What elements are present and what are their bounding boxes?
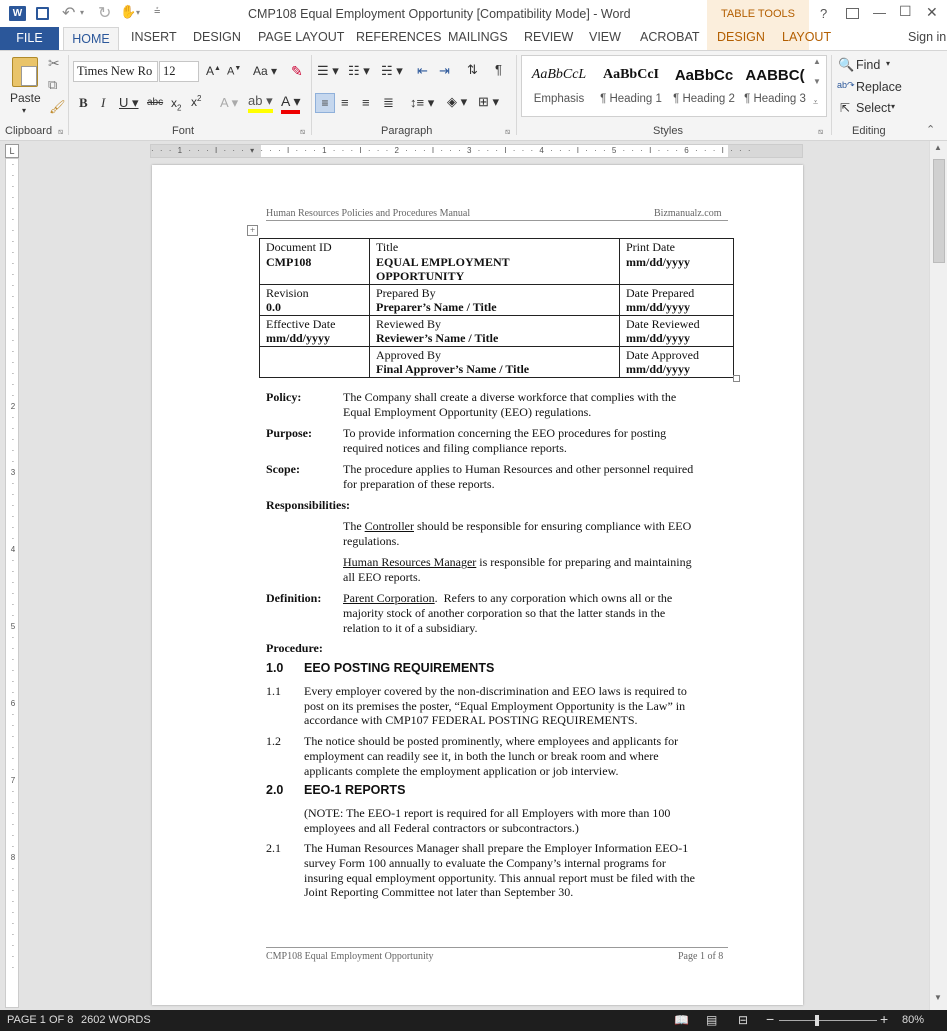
line-spacing-icon[interactable]: ↕≡ ▾ <box>410 95 435 110</box>
footer-right: Page 1 of 8 <box>678 951 724 962</box>
table-cell[interactable] <box>260 346 370 377</box>
touch-mode-icon[interactable]: ✋ <box>120 4 137 19</box>
tab-page-layout[interactable]: PAGE LAYOUT <box>258 30 345 44</box>
separator <box>831 55 832 135</box>
table-cell[interactable] <box>620 315 734 346</box>
help-button[interactable]: ? <box>820 6 828 21</box>
cell-label: Title <box>376 240 399 254</box>
item-text-line: accordance with CMP107 FEDERAL POSTING REQUIREMENTS. <box>304 713 638 727</box>
decrease-indent-icon[interactable]: ⇤ <box>417 63 428 78</box>
italic-icon[interactable]: I <box>101 95 106 110</box>
find-icon[interactable]: 🔍 <box>838 57 855 72</box>
style-preview: AaBbCcI <box>602 67 659 82</box>
increase-indent-icon[interactable]: ⇥ <box>439 63 450 78</box>
purpose-text-line: To provide information concerning the EEO procedures for posting <box>343 426 667 440</box>
select-button[interactable]: Select <box>856 101 891 115</box>
zoom-slider[interactable] <box>779 1020 877 1021</box>
shrink-font-icon[interactable]: A▼ <box>227 65 242 78</box>
multilevel-list-icon[interactable]: ☵ ▾ <box>381 63 403 78</box>
table-cell[interactable] <box>260 284 370 315</box>
style-preview: AaBbCcL <box>531 67 587 82</box>
word-count[interactable]: 2602 WORDS <box>81 1014 151 1026</box>
responsibility-controller <box>343 519 691 534</box>
ribbon-tab-bar <box>0 27 947 50</box>
table-tools-text: TABLE TOOLS <box>721 8 795 20</box>
purpose-label: Purpose: <box>266 426 312 440</box>
item-text-line: post on its premises the poster, “Equal Employment Opportunity is the Law” in <box>304 699 686 713</box>
tab-mailings[interactable]: MAILINGS <box>448 30 508 44</box>
cell-value: mm/dd/yyyy <box>626 300 691 314</box>
font-color-icon[interactable]: A ▾ <box>281 93 300 114</box>
tab-table-layout[interactable]: LAYOUT <box>782 30 832 44</box>
scope-label: Scope: <box>266 462 300 476</box>
item-text-line: Every employer covered by the non-discrimination and EEO laws is required to <box>304 684 687 698</box>
footer-left: CMP108 Equal Employment Opportunity <box>266 951 434 962</box>
ribbon-display-options-icon[interactable] <box>846 8 859 19</box>
cell-value: 0.0 <box>266 300 281 314</box>
justify-icon[interactable]: ≣ <box>383 95 394 110</box>
styles-scroll-down-icon[interactable]: ▼ <box>813 77 821 86</box>
shading-icon[interactable]: ◈ ▾ <box>447 94 468 109</box>
definition-line: . Refers to any corporation which owns all or the <box>434 591 673 605</box>
definition-line: relation to it of a subsidiary. <box>343 621 478 635</box>
zoom-slider-handle[interactable] <box>815 1015 819 1026</box>
web-layout-icon[interactable]: ⊟ <box>738 1013 749 1027</box>
tab-insert[interactable]: INSERT <box>131 30 177 44</box>
policy-text-line: Equal Employment Opportunity (EEO) regulations. <box>343 405 592 419</box>
sign-in-link[interactable]: Sign in <box>908 30 947 44</box>
file-tab-label: FILE <box>16 31 43 45</box>
table-resize-handle-icon[interactable] <box>733 375 740 382</box>
tab-review[interactable]: REVIEW <box>524 30 574 44</box>
document-control-table <box>259 238 734 378</box>
touch-dropdown-icon[interactable]: ▾ <box>136 8 141 17</box>
cell-value: mm/dd/yyyy <box>626 254 691 269</box>
underline-icon[interactable]: U ▾ <box>119 95 139 110</box>
table-cell[interactable] <box>620 284 734 315</box>
table-row <box>260 346 734 377</box>
tab-table-design[interactable]: DESIGN <box>717 30 765 44</box>
ribbon <box>0 50 947 141</box>
item-text-line: applicants complete the employment application or job interview. <box>304 764 619 778</box>
table-row <box>260 315 734 346</box>
word-app-icon[interactable]: W <box>9 6 26 21</box>
print-layout-icon[interactable]: ▤ <box>706 1013 718 1027</box>
section-heading: EEO-1 REPORTS <box>304 783 406 797</box>
header-right: Bizmanualz.com <box>654 208 722 219</box>
cell-label: Document ID <box>266 240 332 254</box>
borders-icon[interactable]: ⊞ ▾ <box>478 94 500 109</box>
cell-value: Reviewer’s Name / Title <box>376 331 499 345</box>
group-label-styles: Styles <box>653 125 683 137</box>
section-heading: EEO POSTING REQUIREMENTS <box>304 661 495 675</box>
role-controller: Controller <box>364 519 414 533</box>
table-cell[interactable] <box>620 239 734 285</box>
cell-label: Revision <box>266 285 309 300</box>
status-bar <box>0 1010 947 1031</box>
cell-value: mm/dd/yyyy <box>626 331 691 345</box>
table-move-handle-icon[interactable]: + <box>247 225 258 236</box>
window-title: CMP108 Equal Employment Opportunity [Compatibility Mode] - Word <box>248 7 631 21</box>
resp-text: is responsible for preparing and maintaining <box>476 555 692 569</box>
cell-value: Preparer’s Name / Title <box>376 300 497 314</box>
strikethrough-icon[interactable]: abc <box>147 97 164 108</box>
style-heading-2[interactable] <box>667 55 741 107</box>
save-icon[interactable] <box>36 7 49 20</box>
procedure-label: Procedure: <box>266 641 323 655</box>
section-number: 1.0 <box>266 661 284 675</box>
item-text-line: employment can readily see it, in both the lunch or break room and where <box>304 749 659 763</box>
tab-references[interactable]: REFERENCES <box>356 30 442 44</box>
horizontal-ruler[interactable] <box>150 144 803 158</box>
tab-acrobat[interactable]: ACROBAT <box>640 30 700 44</box>
footer-rule <box>266 947 728 948</box>
scope-text-line: The procedure applies to Human Resources and other personnel required <box>343 462 694 476</box>
table-cell[interactable] <box>260 239 370 285</box>
paste-dropdown-icon[interactable]: ▾ <box>22 106 27 115</box>
style-name: ¶ Heading 3 <box>744 93 806 105</box>
highlight-icon[interactable]: ab ▾ <box>248 93 273 113</box>
tab-design[interactable]: DESIGN <box>193 30 241 44</box>
styles-scroll-up-icon[interactable]: ▲ <box>813 57 821 66</box>
style-heading-1[interactable] <box>594 55 668 107</box>
role-hr-manager: Human Resources Manager <box>343 555 477 569</box>
responsibility-line: regulations. <box>343 534 400 548</box>
title-bar <box>0 0 947 27</box>
select-dropdown-icon[interactable]: ▾ <box>891 102 896 111</box>
table-cell[interactable] <box>260 315 370 346</box>
definition-text <box>343 591 672 606</box>
find-button[interactable]: Find <box>856 58 881 72</box>
group-label-editing: Editing <box>852 125 886 137</box>
cell-value: Final Approver’s Name / Title <box>376 362 530 376</box>
table-row <box>260 239 734 285</box>
zoom-out-button[interactable]: − <box>766 1011 775 1027</box>
bullets-icon[interactable]: ☰ ▾ <box>317 63 339 78</box>
scroll-down-icon[interactable]: ▼ <box>934 993 942 1002</box>
ruler-ticks: · · · 1 · · · I · · · ▾ · · · I · · · 1 · · · I · · · 2 · · · I · · · 3 · · · I · · · 4 · · · I · · · 5 · · · I · · · 6 · · · I · · · <box>151 146 753 155</box>
paste-icon[interactable] <box>12 57 38 87</box>
vertical-scrollbar[interactable] <box>929 141 947 1010</box>
align-right-icon[interactable]: ≡ <box>362 95 370 110</box>
align-left-icon[interactable]: ≡ <box>315 93 335 113</box>
bold-icon[interactable]: B <box>79 95 88 110</box>
item-text-line: Joint Reporting Committee not later than September 30. <box>304 885 574 899</box>
tab-view[interactable]: VIEW <box>589 30 621 44</box>
minimize-button[interactable]: — <box>873 5 886 20</box>
separator <box>68 55 69 135</box>
redo-icon[interactable]: ↻ <box>98 5 112 22</box>
resp-prefix: The <box>343 519 365 533</box>
cell-label: Print Date <box>626 240 675 254</box>
document-page[interactable] <box>152 165 803 1005</box>
table-row <box>260 284 734 315</box>
cell-label: Approved By <box>376 347 441 362</box>
clear-formatting-icon[interactable]: ✎ <box>291 63 303 79</box>
group-label-paragraph: Paragraph <box>381 125 433 137</box>
superscript-icon[interactable]: $x^2$ <box>191 94 202 109</box>
style-name: ¶ Heading 2 <box>673 93 735 105</box>
item-text-line: The Human Resources Manager shall prepare the Employer Information EEO-1 <box>304 841 689 855</box>
format-painter-icon[interactable]: 🖌 <box>49 99 66 114</box>
font-launcher-icon[interactable]: ⧅ <box>300 127 306 136</box>
policy-label: Policy: <box>266 390 302 404</box>
scope-text-line: for preparation of these reports. <box>343 477 495 491</box>
table-cell[interactable] <box>370 239 620 285</box>
vertical-ruler[interactable] <box>5 158 19 1008</box>
align-center-icon[interactable]: ≡ <box>341 95 349 110</box>
style-preview: AABBC( <box>745 67 805 84</box>
file-tab[interactable] <box>0 27 59 50</box>
customize-toolbar-icon[interactable]: ⩮ <box>154 5 161 17</box>
copy-icon[interactable]: ⧉ <box>48 77 58 92</box>
styles-launcher-icon[interactable]: ⧅ <box>818 127 824 136</box>
responsibility-line: all EEO reports. <box>343 570 421 584</box>
cut-icon[interactable]: ✂ <box>48 55 60 71</box>
group-label-clipboard: Clipboard <box>5 125 53 137</box>
paste-button[interactable]: Paste <box>10 91 41 105</box>
ruler-toggle-icon[interactable]: L <box>5 144 19 158</box>
sort-icon[interactable]: ⇅ <box>467 62 478 77</box>
policy-text-line: The Company shall create a diverse workforce that complies with the <box>343 390 677 404</box>
style-name: Emphasis <box>533 93 585 105</box>
page-count[interactable]: PAGE 1 OF 8 <box>7 1014 74 1026</box>
item-text-line: survey Form 100 annually to evaluate the Company’s internal programs for <box>304 856 666 870</box>
definition-line: majority stock of another corporation so that the latter stands in the <box>343 606 666 620</box>
purpose-text-line: required notices and filing compliance reports. <box>343 441 567 455</box>
scrollbar-thumb[interactable] <box>933 159 945 263</box>
paragraph-launcher-icon[interactable]: ⧅ <box>505 127 511 136</box>
tab-home[interactable] <box>63 27 119 51</box>
table-cell[interactable] <box>370 315 620 346</box>
resp-text: should be responsible for ensuring compliance with EEO <box>413 519 692 533</box>
clipboard-launcher-icon[interactable]: ⧅ <box>58 127 64 136</box>
text-effects-icon[interactable]: A ▾ <box>220 95 239 110</box>
numbering-icon[interactable]: ☷ ▾ <box>348 63 370 78</box>
subscript-icon[interactable]: $x_2$ <box>171 96 182 113</box>
cell-label: Reviewed By <box>376 316 441 331</box>
item-text-line: insuring equal employment opportunity. This annual report must be filed with the <box>304 871 695 885</box>
font-size-dropdown[interactable] <box>159 61 199 82</box>
table-cell[interactable] <box>620 346 734 377</box>
ruler-ticks: · · · · · · · · · · · · · · · · · · · · · · 2 · · · · · 3 · · · · · · 4 · · · · · · 5 · · · · · · 6 · · · · · · 7 · · · · · · 8 · · · · · · · · · · <box>10 160 16 972</box>
collapse-ribbon-icon[interactable]: ⌃ <box>926 124 936 136</box>
maximize-button[interactable]: ☐ <box>899 3 912 19</box>
item-number: 1.1 <box>266 684 281 698</box>
group-label-font: Font <box>172 125 195 137</box>
style-name: ¶ Heading 1 <box>600 93 662 105</box>
cell-label: Date Approved <box>626 347 699 362</box>
definition-label: Definition: <box>266 591 322 605</box>
select-icon[interactable]: ⇱ <box>840 101 851 115</box>
scroll-up-icon[interactable]: ▲ <box>934 143 942 152</box>
header-left: Human Resources Policies and Procedures Manual <box>266 208 471 219</box>
cell-label: Date Reviewed <box>626 316 700 331</box>
table-cell[interactable] <box>370 284 620 315</box>
show-formatting-icon[interactable]: ¶ <box>495 62 502 77</box>
header-rule <box>266 220 728 221</box>
cell-label: Effective Date <box>266 316 336 331</box>
zoom-in-button[interactable]: + <box>880 1011 889 1027</box>
note-text-line: (NOTE: The EEO-1 report is required for all Employers with more than 100 <box>304 806 671 820</box>
undo-dropdown-icon[interactable]: ▾ <box>80 8 85 17</box>
font-size-value: 12 <box>163 64 176 78</box>
cell-value: EQUAL EMPLOYMENT OPPORTUNITY <box>376 254 510 283</box>
replace-button[interactable]: Replace <box>856 80 902 94</box>
separator <box>311 55 312 135</box>
note-text-line: employees and all Federal contractors or subcontractors.) <box>304 821 579 835</box>
zoom-level[interactable]: 80% <box>902 1014 925 1026</box>
cell-label: Prepared By <box>376 285 436 300</box>
responsibility-hr-manager <box>343 555 692 570</box>
close-button[interactable]: ✕ <box>926 4 938 20</box>
undo-icon[interactable]: ↶ <box>62 5 76 22</box>
cell-value: mm/dd/yyyy <box>266 331 331 345</box>
table-tools-label <box>707 0 809 27</box>
tab-home-label: HOME <box>72 32 110 46</box>
table-cell[interactable] <box>370 346 620 377</box>
change-case-icon[interactable]: Aa ▾ <box>253 64 278 78</box>
read-mode-icon[interactable]: 📖 <box>674 1013 689 1027</box>
separator <box>516 55 517 135</box>
find-dropdown-icon[interactable]: ▾ <box>886 59 891 68</box>
responsibilities-label: Responsibilities: <box>266 498 351 512</box>
style-heading-3[interactable] <box>738 55 812 107</box>
item-text-line: The notice should be posted prominently, where employees and applicants for <box>304 734 679 748</box>
item-number: 2.1 <box>266 841 281 855</box>
cell-value: CMP108 <box>266 254 312 269</box>
section-number: 2.0 <box>266 783 284 797</box>
font-name-value: Times New Ro <box>77 64 153 78</box>
cell-label: Date Prepared <box>626 285 695 300</box>
definition-term: Parent Corporation <box>343 591 435 605</box>
styles-more-icon[interactable]: ⩡ <box>813 97 819 107</box>
grow-font-icon[interactable]: A▲ <box>206 64 221 78</box>
replace-icon[interactable]: ab↷ <box>837 80 855 90</box>
style-emphasis[interactable] <box>522 55 596 107</box>
font-name-dropdown[interactable] <box>73 61 158 82</box>
cell-value: mm/dd/yyyy <box>626 362 691 376</box>
style-preview: AaBbCc <box>674 67 734 84</box>
item-number: 1.2 <box>266 734 281 748</box>
